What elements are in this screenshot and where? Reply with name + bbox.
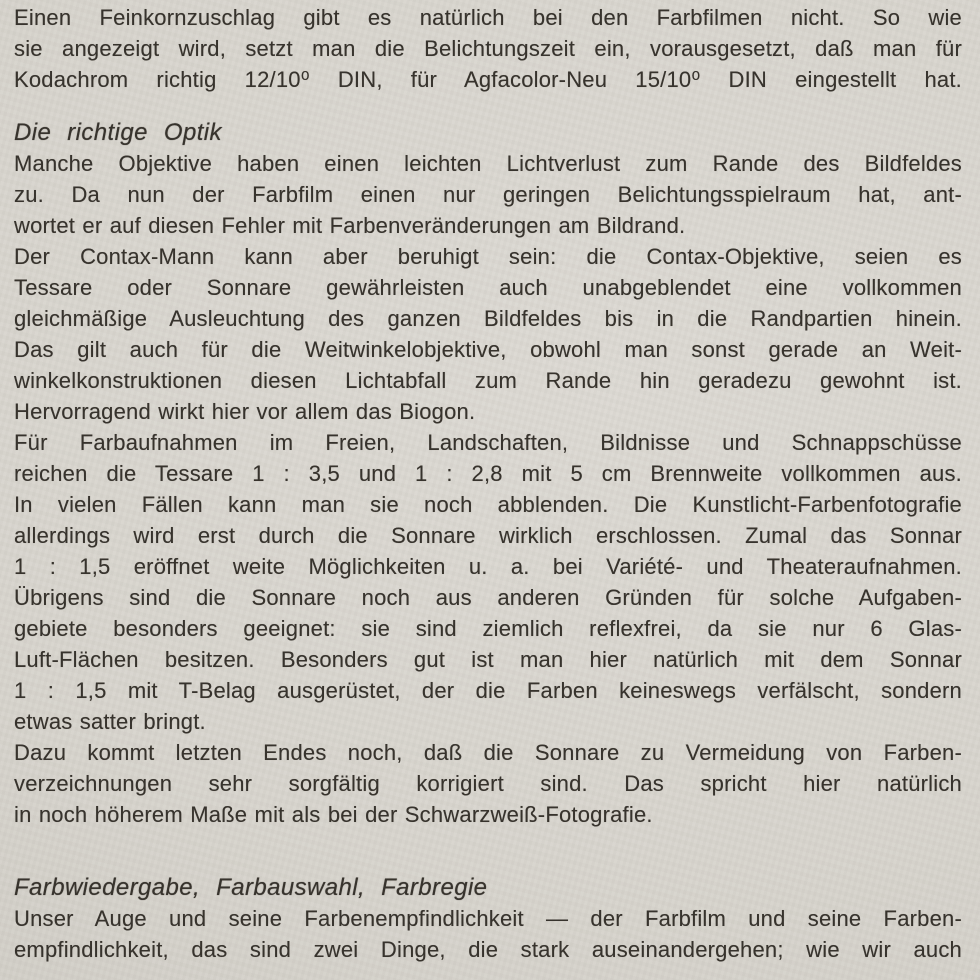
para-auge-farbfilm xyxy=(14,903,962,965)
heading-farbwiedergabe: Farbwiedergabe, Farbauswahl, Farbregie xyxy=(14,874,488,901)
text-line: etwas satter bringt. xyxy=(14,709,206,734)
text-line: gebiete besonders geeignet: sie sind ziemlich reflexfrei, da sie nur 6 Glas- xyxy=(14,616,962,641)
text-line: verzeichnungen sehr sorgfältig korrigiert sind. Das spricht hier natürlich xyxy=(14,771,962,796)
text-line: wortet er auf diesen Fehler mit Farbenveränderungen am Bildrand. xyxy=(14,213,686,238)
para-sonnare-reflexfrei xyxy=(14,582,962,737)
text-line: Dazu kommt letzten Endes noch, daß die Sonnare zu Vermeidung von Farben- xyxy=(14,740,962,765)
text-line: Manche Objektive haben einen leichten Lichtverlust zum Rande des Bildfeldes xyxy=(14,151,962,176)
text-line: In vielen Fällen kann man sie noch abblenden. Die Kunstlicht-Farbenfotografie xyxy=(14,492,962,517)
text-line: Für Farbaufnahmen im Freien, Landschaften, Bildnisse und Schnappschüsse xyxy=(14,430,962,455)
text-line: sie angezeigt wird, setzt man die Belichtungszeit ein, vorausgesetzt, daß man für xyxy=(14,36,962,61)
text-line: empfindlichkeit, das sind zwei Dinge, die stark auseinandergehen; wie wir auch xyxy=(14,937,962,962)
text-line: Kodachrom richtig 12/10⁰ DIN, für Agfacolor-Neu 15/10⁰ DIN eingestellt hat. xyxy=(14,67,962,92)
para-farbaufnahmen xyxy=(14,427,962,582)
text-line: in noch höherem Maße mit als bei der Schwarzweiß-Fotografie. xyxy=(14,802,653,827)
text-line: reichen die Tessare 1 : 3,5 und 1 : 2,8 mit 5 cm Brennweite vollkommen aus. xyxy=(14,461,962,486)
text-line: Unser Auge und seine Farbenempfindlichkeit — der Farbfilm und seine Farben- xyxy=(14,906,962,931)
heading-die-richtige-optik: Die richtige Optik xyxy=(14,119,222,146)
text-line: winkelkonstruktionen diesen Lichtabfall zum Rande hin geradezu gewohnt ist. xyxy=(14,368,962,393)
text-line: Einen Feinkornzuschlag gibt es natürlich bei den Farbfilmen nicht. So wie xyxy=(14,5,962,30)
text-line: zu. Da nun der Farbfilm einen nur geringen Belichtungsspielraum hat, ant- xyxy=(14,182,962,207)
text-line: 1 : 1,5 eröffnet weite Möglichkeiten u. a. bei Variété- und Theateraufnahmen. xyxy=(14,554,962,579)
text-line: gleichmäßige Ausleuchtung des ganzen Bildfeldes bis in die Randpartien hinein. xyxy=(14,306,962,331)
text-line: 1 : 1,5 mit T-Belag ausgerüstet, der die Farben keineswegs verfälscht, sondern xyxy=(14,678,962,703)
para-contax-objektive xyxy=(14,241,962,427)
text-line: Tessare oder Sonnare gewährleisten auch unabgeblendet eine vollkommen xyxy=(14,275,962,300)
text-line: Hervorragend wirkt hier vor allem das Biogon. xyxy=(14,399,476,424)
para-feinkornzuschlag xyxy=(14,2,962,95)
text-line: Übrigens sind die Sonnare noch aus anderen Gründen für solche Aufgaben- xyxy=(14,585,962,610)
text-line: Luft-Flächen besitzen. Besonders gut ist man hier natürlich mit dem Sonnar xyxy=(14,647,962,672)
para-farbenverzeichnung xyxy=(14,737,962,830)
text-line: allerdings wird erst durch die Sonnare wirklich erschlossen. Zumal das Sonnar xyxy=(14,523,962,548)
text-line: Der Contax-Mann kann aber beruhigt sein: die Contax-Objektive, seien es xyxy=(14,244,962,269)
para-lichtverlust xyxy=(14,148,962,241)
text-line: Das gilt auch für die Weitwinkelobjektive, obwohl man sonst gerade an Weit- xyxy=(14,337,962,362)
